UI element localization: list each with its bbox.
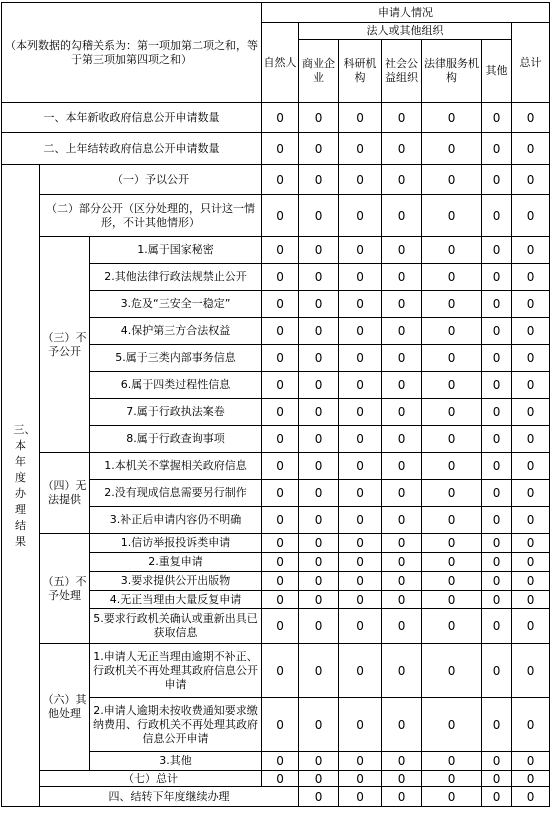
row-label: （七）总计	[40, 771, 262, 787]
cell: 0	[422, 103, 482, 133]
cell: 0	[382, 399, 422, 426]
cell: 0	[262, 698, 299, 752]
cell: 0	[339, 644, 382, 698]
cell: 0	[299, 264, 339, 291]
cell: 0	[299, 698, 339, 752]
cell: 0	[382, 507, 422, 534]
cell: 0	[382, 752, 422, 771]
row-label: 2.申请人逾期未按收费通知要求缴纳费用、行政机关不再处理其政府信息公开申请	[90, 698, 262, 752]
row-label: 1.信访举报投诉类申请	[90, 534, 262, 553]
cell: 0	[262, 345, 299, 372]
row-label: 3.其他	[90, 752, 262, 771]
cell: 0	[512, 291, 550, 318]
cell: 0	[339, 591, 382, 609]
cell: 0	[482, 787, 512, 807]
cell: 0	[422, 237, 482, 264]
cell: 0	[422, 752, 482, 771]
cell: 0	[512, 771, 550, 787]
cell: 0	[262, 264, 299, 291]
header-note: （本列数据的勾稽关系为：第一项加第二项之和，等于第三项加第四项之和）	[2, 3, 262, 103]
cell: 0	[299, 318, 339, 345]
cell: 0	[299, 507, 339, 534]
cell: 0	[512, 264, 550, 291]
section-three-text: 三、本年度办理结果	[13, 422, 36, 548]
cell: 0	[382, 453, 422, 480]
cell: 0	[422, 133, 482, 165]
cell: 0	[512, 553, 550, 572]
cell: 0	[482, 507, 512, 534]
section-unable: （四）无法提供	[40, 453, 90, 534]
cell: 0	[339, 534, 382, 553]
row-label: 一、本年新收政府信息公开申请数量	[2, 103, 262, 133]
cell: 0	[422, 480, 482, 507]
row-label: 4.无正当理由大量反复申请	[90, 591, 262, 609]
cell: 0	[482, 572, 512, 591]
cell: 0	[339, 103, 382, 133]
cell: 0	[299, 553, 339, 572]
cell: 0	[422, 609, 482, 644]
row-label: 1.申请人无正当理由逾期不补正、行政机关不再处理其政府信息公开申请	[90, 644, 262, 698]
cell: 0	[482, 480, 512, 507]
header-total: 总计	[512, 23, 550, 103]
header-research: 科研机构	[339, 40, 382, 103]
cell: 0	[482, 453, 512, 480]
cell: 0	[299, 591, 339, 609]
cell: 0	[339, 264, 382, 291]
cell: 0	[422, 399, 482, 426]
table-row	[2, 644, 550, 698]
row-label: 8.属于行政查询事项	[90, 426, 262, 453]
cell: 0	[299, 572, 339, 591]
cell: 0	[299, 752, 339, 771]
cell: 0	[382, 480, 422, 507]
cell: 0	[299, 345, 339, 372]
cell: 0	[382, 345, 422, 372]
cell: 0	[512, 572, 550, 591]
row-label: 4.保护第三方合法权益	[90, 318, 262, 345]
cell: 0	[422, 426, 482, 453]
cell: 0	[299, 771, 339, 787]
row-label: 2.重复申请	[90, 553, 262, 572]
cell: 0	[299, 372, 339, 399]
table-row	[2, 453, 550, 480]
cell: 0	[339, 771, 382, 787]
row-label: 1.属于国家秘密	[90, 237, 262, 264]
cell: 0	[482, 165, 512, 195]
cell: 0	[512, 752, 550, 771]
cell: 0	[482, 534, 512, 553]
cell: 0	[382, 534, 422, 553]
cell: 0	[482, 237, 512, 264]
cell: 0	[422, 165, 482, 195]
cell: 0	[299, 103, 339, 133]
cell: 0	[482, 771, 512, 787]
cell: 0	[422, 534, 482, 553]
cell: 0	[422, 318, 482, 345]
header-legal-group: 法人或其他组织	[299, 23, 512, 40]
table-row	[2, 195, 550, 237]
cell: 0	[512, 372, 550, 399]
cell: 0	[512, 426, 550, 453]
cell: 0	[262, 165, 299, 195]
cell: 0	[262, 480, 299, 507]
cell: 0	[422, 345, 482, 372]
cell: 0	[512, 591, 550, 609]
cell: 0	[482, 133, 512, 165]
cell: 0	[382, 318, 422, 345]
cell: 0	[512, 318, 550, 345]
row-label: 2.没有现成信息需要另行制作	[90, 480, 262, 507]
cell: 0	[339, 698, 382, 752]
cell: 0	[482, 318, 512, 345]
cell: 0	[339, 480, 382, 507]
header-natural-person: 自然人	[262, 23, 299, 103]
cell: 0	[299, 480, 339, 507]
cell: 0	[382, 103, 422, 133]
cell: 0	[299, 534, 339, 553]
cell: 0	[382, 372, 422, 399]
cell: 0	[262, 103, 299, 133]
table-row	[2, 103, 550, 133]
cell: 0	[482, 698, 512, 752]
cell: 0	[339, 165, 382, 195]
row-label: 5.要求行政机关确认或重新出具已获取信息	[90, 609, 262, 644]
cell: 0	[382, 771, 422, 787]
cell: 0	[339, 291, 382, 318]
row-label: 3.危及“三安全一稳定”	[90, 291, 262, 318]
cell: 0	[299, 787, 339, 807]
cell: 0	[482, 195, 512, 237]
section-not-open: （三）不予公开	[40, 237, 90, 453]
cell: 0	[299, 237, 339, 264]
header-applicant: 申请人情况	[262, 3, 550, 23]
cell: 0	[422, 591, 482, 609]
cell: 0	[482, 553, 512, 572]
cell: 0	[482, 103, 512, 133]
cell: 0	[339, 237, 382, 264]
cell: 0	[339, 399, 382, 426]
cell: 0	[262, 399, 299, 426]
cell: 0	[512, 698, 550, 752]
row-label: 3.要求提供公开出版物	[90, 572, 262, 591]
cell: 0	[512, 480, 550, 507]
cell: 0	[382, 698, 422, 752]
cell: 0	[512, 237, 550, 264]
cell: 0	[262, 609, 299, 644]
cell: 0	[262, 372, 299, 399]
cell: 0	[382, 553, 422, 572]
cell: 0	[339, 553, 382, 572]
cell: 0	[422, 507, 482, 534]
cell: 0	[339, 609, 382, 644]
header-other: 其他	[482, 40, 512, 103]
row-label: 2.其他法律行政法规禁止公开	[90, 264, 262, 291]
cell: 0	[382, 237, 422, 264]
cell: 0	[339, 752, 382, 771]
row-label: 7.属于行政执法案卷	[90, 399, 262, 426]
cell: 0	[482, 291, 512, 318]
cell: 0	[512, 787, 550, 807]
cell: 0	[262, 507, 299, 534]
cell: 0	[339, 572, 382, 591]
cell: 0	[262, 133, 299, 165]
cell: 0	[262, 752, 299, 771]
cell: 0	[422, 264, 482, 291]
table-row	[2, 133, 550, 165]
header-legal-service: 法律服务机构	[422, 40, 482, 103]
cell: 0	[262, 534, 299, 553]
header-social: 社会公益组织	[382, 40, 422, 103]
cell: 0	[482, 372, 512, 399]
cell: 0	[262, 572, 299, 591]
cell: 0	[512, 195, 550, 237]
cell: 0	[512, 399, 550, 426]
cell: 0	[422, 553, 482, 572]
cell: 0	[422, 644, 482, 698]
cell: 0	[262, 553, 299, 572]
section-other-handle: （六）其他处理	[40, 644, 90, 771]
row-label: （一）予以公开	[40, 165, 262, 195]
row-label: （二）部分公开（区分处理的，只计这一情形，不计其他情形）	[40, 195, 262, 237]
cell: 0	[512, 165, 550, 195]
cell: 0	[339, 345, 382, 372]
cell: 0	[512, 609, 550, 644]
cell: 0	[262, 195, 299, 237]
cell: 0	[339, 318, 382, 345]
table-row	[2, 771, 550, 787]
cell: 0	[299, 609, 339, 644]
cell: 0	[422, 372, 482, 399]
cell: 0	[262, 771, 299, 787]
cell: 0	[512, 507, 550, 534]
cell: 0	[482, 609, 512, 644]
row-label: 6.属于四类过程性信息	[90, 372, 262, 399]
cell: 0	[262, 591, 299, 609]
cell: 0	[339, 507, 382, 534]
cell: 0	[382, 291, 422, 318]
cell: 0	[512, 644, 550, 698]
cell: 0	[299, 165, 339, 195]
cell: 0	[482, 591, 512, 609]
row-label: 二、上年结转政府信息公开申请数量	[2, 133, 262, 165]
cell: 0	[339, 133, 382, 165]
row-label: 1.本机关不掌握相关政府信息	[90, 453, 262, 480]
row-label: 四、结转下年度继续办理	[40, 787, 299, 807]
cell: 0	[422, 698, 482, 752]
cell: 0	[482, 426, 512, 453]
cell: 0	[382, 426, 422, 453]
cell: 0	[382, 195, 422, 237]
cell: 0	[262, 426, 299, 453]
cell: 0	[512, 453, 550, 480]
cell: 0	[382, 133, 422, 165]
cell: 0	[382, 609, 422, 644]
gov-info-disclosure-table	[1, 2, 550, 807]
cell: 0	[482, 345, 512, 372]
table-row	[2, 787, 550, 807]
cell: 0	[512, 103, 550, 133]
cell: 0	[422, 787, 482, 807]
cell: 0	[339, 372, 382, 399]
cell: 0	[262, 644, 299, 698]
cell: 0	[262, 453, 299, 480]
cell: 0	[382, 591, 422, 609]
cell: 0	[339, 787, 382, 807]
cell: 0	[382, 264, 422, 291]
cell: 0	[299, 399, 339, 426]
cell: 0	[382, 572, 422, 591]
table-row	[2, 165, 550, 195]
cell: 0	[422, 195, 482, 237]
header-business: 商业企业	[299, 40, 339, 103]
cell: 0	[262, 237, 299, 264]
cell: 0	[482, 752, 512, 771]
section-three-label	[2, 165, 40, 807]
cell: 0	[382, 644, 422, 698]
cell: 0	[482, 399, 512, 426]
cell: 0	[382, 165, 422, 195]
cell: 0	[422, 291, 482, 318]
cell: 0	[262, 291, 299, 318]
cell: 0	[512, 534, 550, 553]
cell: 0	[382, 787, 422, 807]
cell: 0	[299, 133, 339, 165]
row-label: 5.属于三类内部事务信息	[90, 345, 262, 372]
section-not-handle: （五）不予处理	[40, 534, 90, 644]
table-row	[2, 534, 550, 553]
cell: 0	[299, 195, 339, 237]
cell: 0	[299, 453, 339, 480]
table-row	[2, 237, 550, 264]
cell: 0	[422, 572, 482, 591]
cell: 0	[262, 318, 299, 345]
cell: 0	[339, 453, 382, 480]
cell: 0	[482, 644, 512, 698]
cell: 0	[512, 133, 550, 165]
cell: 0	[299, 291, 339, 318]
cell: 0	[339, 426, 382, 453]
cell: 0	[339, 195, 382, 237]
cell: 0	[422, 453, 482, 480]
cell: 0	[422, 771, 482, 787]
cell: 0	[482, 264, 512, 291]
cell: 0	[299, 644, 339, 698]
cell: 0	[512, 345, 550, 372]
row-label: 3.补正后申请内容仍不明确	[90, 507, 262, 534]
cell: 0	[299, 426, 339, 453]
